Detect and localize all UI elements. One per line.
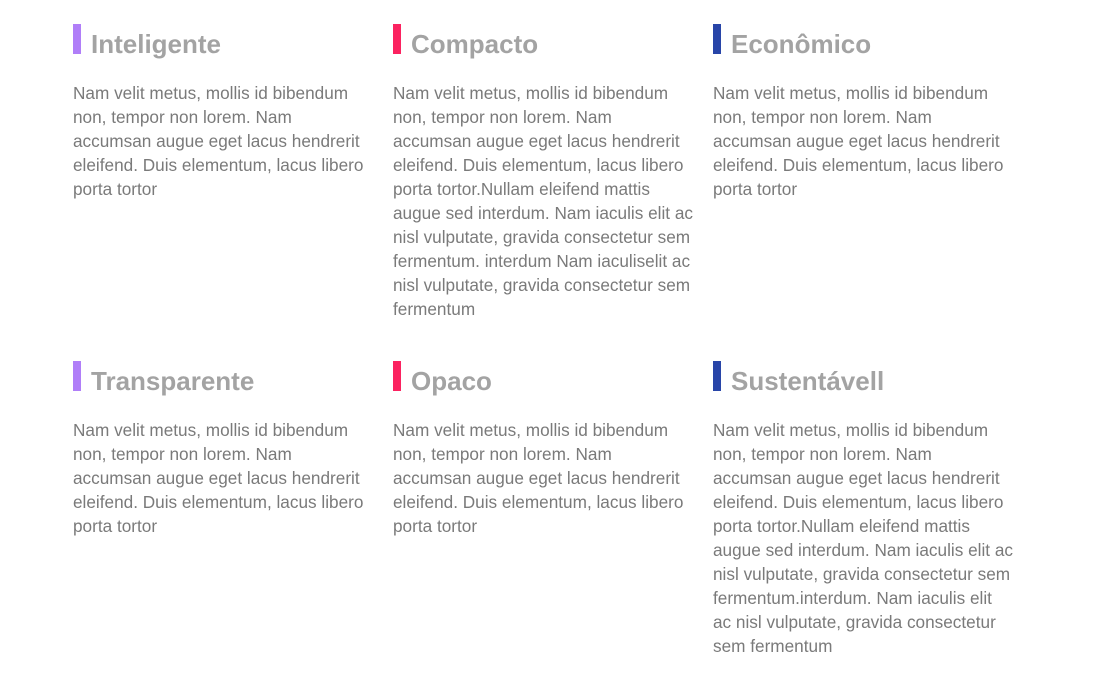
feature-description: Nam velit metus, mollis id bibendum non, tempor non lorem. Nam accumsan augue eget lacus hendrerit eleifend. Duis elementum, lacus libero porta tortor.Nullam eleifend mattis augue sed interdum. Nam iaculis elit ac nisl vulputate, gravida consectetur sem fermentum.interdum. Nam iaculis elit ac nisl vulputate, gravida consectetur sem fermentum <box>713 420 1013 656</box>
feature-inteligente <box>73 24 373 361</box>
feature-description: Nam velit metus, mollis id bibendum non, tempor non lorem. Nam accumsan augue eget lacus hendrerit eleifend. Duis elementum, lacus libero porta tortor <box>713 83 1004 199</box>
feature-title: Compacto <box>411 29 539 59</box>
feature-description: Nam velit metus, mollis id bibendum non, tempor non lorem. Nam accumsan augue eget lacus hendrerit eleifend. Duis elementum, lacus libero porta tortor <box>393 420 684 536</box>
feature-description: Nam velit metus, mollis id bibendum non, tempor non lorem. Nam accumsan augue eget lacus hendrerit eleifend. Duis elementum, lacus libero porta tortor.Nullam eleifend mattis augue sed interdum. Nam iaculis elit ac nisl vulputate, gravida consectetur sem fermentum. interdum Nam iaculiselit ac nisl vulputate, gravida consectetur sem fermentum <box>393 83 693 319</box>
feature-title: Sustentávell <box>731 366 885 396</box>
feature-title: Econômico <box>731 29 872 59</box>
feature-header <box>713 361 1013 396</box>
accent-bar <box>713 361 721 391</box>
accent-bar <box>713 24 721 54</box>
feature-header <box>393 24 693 59</box>
accent-bar <box>393 24 401 54</box>
features-grid <box>73 24 1033 658</box>
feature-economico <box>713 24 1013 361</box>
feature-transparente <box>73 361 373 658</box>
feature-header <box>73 361 373 396</box>
feature-title: Transparente <box>91 366 255 396</box>
feature-header <box>713 24 1013 59</box>
accent-bar <box>73 361 81 391</box>
accent-bar <box>393 361 401 391</box>
feature-sustentavel <box>713 361 1013 658</box>
accent-bar <box>73 24 81 54</box>
feature-header <box>393 361 693 396</box>
feature-header <box>73 24 373 59</box>
feature-description: Nam velit metus, mollis id bibendum non, tempor non lorem. Nam accumsan augue eget lacus hendrerit eleifend. Duis elementum, lacus libero porta tortor <box>73 83 364 199</box>
feature-title: Opaco <box>411 366 492 396</box>
feature-opaco <box>393 361 693 658</box>
feature-title: Inteligente <box>91 29 222 59</box>
feature-compacto <box>393 24 693 361</box>
feature-description: Nam velit metus, mollis id bibendum non, tempor non lorem. Nam accumsan augue eget lacus hendrerit eleifend. Duis elementum, lacus libero porta tortor <box>73 420 364 536</box>
